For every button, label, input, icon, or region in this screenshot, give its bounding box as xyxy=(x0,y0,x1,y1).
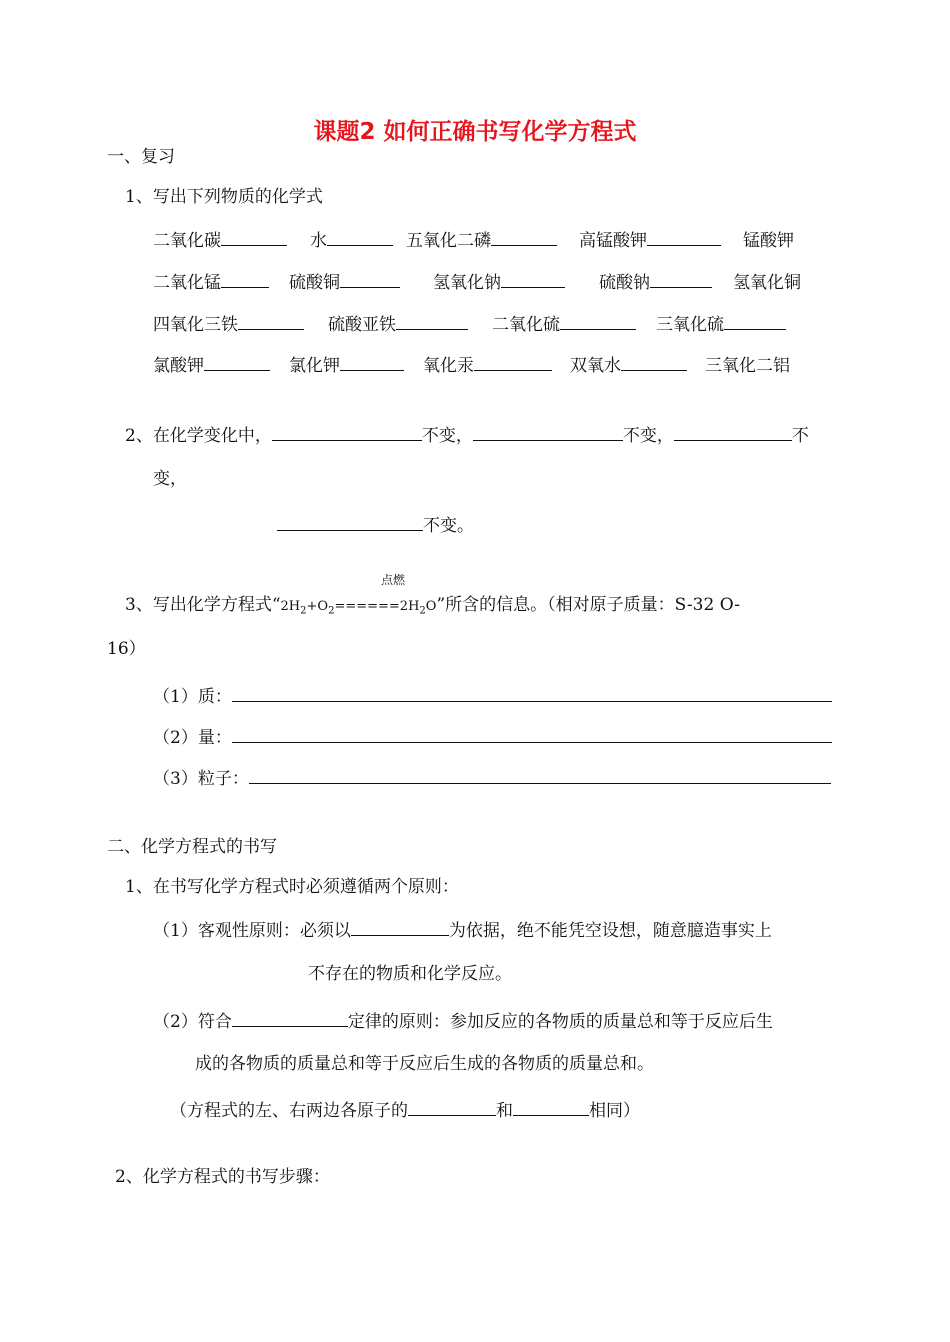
compound-label: 氢氧化铜 xyxy=(733,273,801,293)
answer-blank[interactable] xyxy=(249,765,831,784)
answer-blank[interactable] xyxy=(232,1008,348,1027)
section-heading-writing: 二、化学方程式的书写 xyxy=(107,837,277,857)
principle-2-wrap: 成的各物质的质量总和等于反应后生成的各物质的质量总和。 xyxy=(195,1054,654,1074)
answer-blank[interactable] xyxy=(221,269,269,288)
section-2-q2-prompt: 2、化学方程式的书写步骤： xyxy=(115,1167,330,1187)
answer-blank[interactable] xyxy=(277,512,423,531)
page-title: 课题2 如何正确书写化学方程式 xyxy=(313,119,637,145)
info-item-quantity xyxy=(153,724,832,749)
answer-blank[interactable] xyxy=(232,724,832,743)
answer-blank[interactable] xyxy=(340,352,404,371)
principle-1-wrap: 不存在的物质和化学反应。 xyxy=(308,964,512,984)
unchanged-label: 不变， xyxy=(421,426,473,446)
compound-label: 双氧水 xyxy=(570,356,621,376)
answer-blank[interactable] xyxy=(501,269,565,288)
equation-part: ======2H xyxy=(334,599,420,614)
answer-blank[interactable] xyxy=(351,917,449,936)
question-2-line xyxy=(125,422,809,447)
question-3-suffix: ”所含的信息。（相对原子质量：S-32 O- xyxy=(436,595,740,615)
note-text: 和 xyxy=(496,1101,513,1121)
reaction-condition: 点燃 xyxy=(381,573,406,587)
note-text: 相同） xyxy=(589,1101,640,1121)
compound-label: 硫酸亚铁 xyxy=(328,315,396,335)
principle-1-text: 为依据，绝不能凭空设想，随意臆造事实上 xyxy=(448,921,772,941)
equation-part: +O xyxy=(306,599,329,614)
unchanged-label: 不变， xyxy=(622,426,674,446)
answer-blank[interactable] xyxy=(724,311,786,330)
answer-blank[interactable] xyxy=(396,311,468,330)
question-3-line xyxy=(125,594,740,623)
principle-2-line xyxy=(153,1008,773,1033)
compound-label: 三氧化二铝 xyxy=(705,356,790,376)
answer-blank[interactable] xyxy=(327,227,393,246)
subscript: 2 xyxy=(328,605,335,617)
info-label: （3）粒子： xyxy=(153,769,249,789)
equation-note xyxy=(170,1097,640,1122)
answer-blank[interactable] xyxy=(621,352,687,371)
chemical-equation xyxy=(280,599,437,617)
answer-blank[interactable] xyxy=(340,269,400,288)
principle-1-line xyxy=(153,917,772,942)
section-2-q1-prompt: 1、在书写化学方程式时必须遵循两个原则： xyxy=(125,877,459,897)
note-text: （方程式的左、右两边各原子的 xyxy=(170,1101,408,1121)
compound-label: 锰酸钾 xyxy=(743,231,794,251)
question-2-prefix: 2、在化学变化中， xyxy=(125,426,272,446)
answer-blank[interactable] xyxy=(650,269,712,288)
compound-label: 二氧化锰 xyxy=(153,273,221,293)
answer-blank[interactable] xyxy=(674,422,792,441)
info-label: （2）量： xyxy=(153,728,232,748)
answer-blank[interactable] xyxy=(513,1097,589,1116)
question-1-prompt: 1、写出下列物质的化学式 xyxy=(125,187,323,207)
equation-part: O xyxy=(425,599,437,614)
answer-blank[interactable] xyxy=(232,683,832,702)
answer-blank[interactable] xyxy=(408,1097,496,1116)
subscript: 2 xyxy=(419,605,426,617)
compound-label: 氯化钾 xyxy=(289,356,340,376)
compound-label: 硫酸铜 xyxy=(289,273,340,293)
answer-blank[interactable] xyxy=(473,422,623,441)
info-item-particles xyxy=(153,765,831,790)
answer-blank[interactable] xyxy=(474,352,552,371)
answer-blank[interactable] xyxy=(491,227,557,246)
compound-label: 二氧化硫 xyxy=(492,315,560,335)
answer-blank[interactable] xyxy=(204,352,270,371)
question-3-prefix: 3、写出化学方程式“ xyxy=(125,595,281,615)
info-item-quality xyxy=(153,683,832,708)
compound-label: 氧化汞 xyxy=(423,356,474,376)
info-label: （1）质： xyxy=(153,687,232,707)
principle-2-text: （2）符合 xyxy=(153,1012,232,1032)
question-3-wrap: 16） xyxy=(107,639,146,659)
answer-blank[interactable] xyxy=(560,311,636,330)
equation-part: 2H xyxy=(280,599,301,614)
compound-label: 硫酸钠 xyxy=(599,273,650,293)
compound-label: 三氧化硫 xyxy=(656,315,724,335)
answer-blank[interactable] xyxy=(647,227,721,246)
compound-label: 氯酸钾 xyxy=(153,356,204,376)
question-2-line-2 xyxy=(277,512,474,537)
subscript: 2 xyxy=(300,605,307,617)
answer-blank[interactable] xyxy=(272,422,422,441)
question-2-wrap: 变， xyxy=(153,469,187,489)
principle-2-text: 定律的原则：参加反应的各物质的质量总和等于反应后生 xyxy=(347,1012,773,1032)
principle-1-text: （1）客观性原则：必须以 xyxy=(153,921,351,941)
unchanged-end-label: 不变。 xyxy=(423,516,474,536)
compound-label: 高锰酸钾 xyxy=(579,231,647,251)
compound-label: 二氧化碳 xyxy=(153,231,221,251)
question-2-last-char: 不 xyxy=(791,426,809,446)
compound-label: 五氧化二磷 xyxy=(406,231,491,251)
section-heading-review: 一、复习 xyxy=(107,147,175,167)
answer-blank[interactable] xyxy=(238,311,304,330)
compound-label: 四氧化三铁 xyxy=(153,315,238,335)
compound-label: 水 xyxy=(310,231,327,251)
answer-blank[interactable] xyxy=(221,227,287,246)
compound-label: 氢氧化钠 xyxy=(433,273,501,293)
